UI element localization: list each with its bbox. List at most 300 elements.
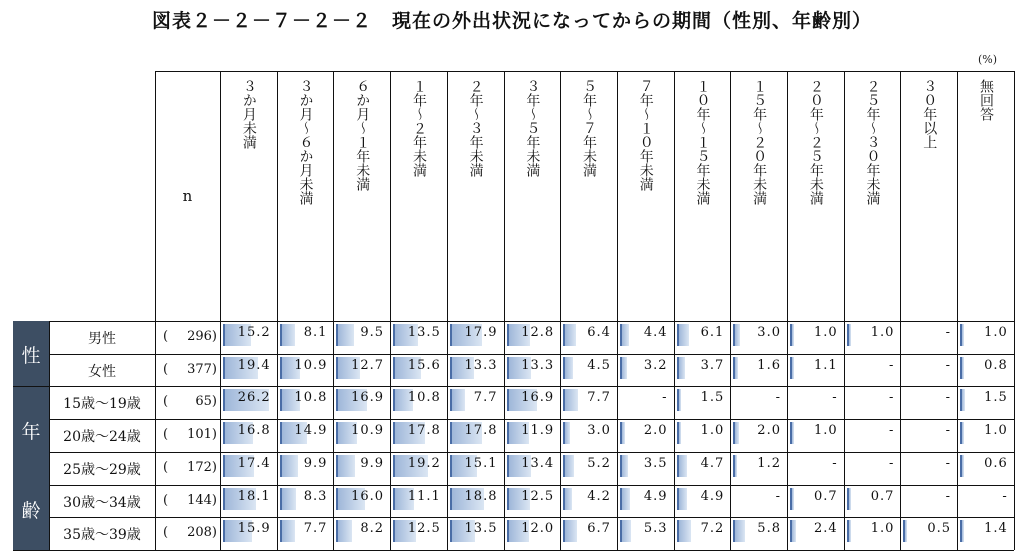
value-bar (620, 357, 627, 379)
value-bar (960, 422, 964, 444)
grid-line (49, 550, 1014, 551)
table-cell (561, 321, 617, 354)
cell-value: 7.7 (473, 390, 498, 406)
column-header (787, 71, 844, 321)
n-open-paren: ( (163, 329, 169, 344)
table-cell (788, 419, 844, 452)
value-bar (960, 389, 965, 411)
group-char: 年 (21, 421, 41, 444)
column-header-label: ３年～５年未満 (524, 79, 541, 177)
table-cell (845, 485, 901, 518)
value-bar (620, 488, 630, 510)
cell-value: 3.2 (643, 357, 668, 373)
value-bar (677, 389, 682, 411)
column-header-label: ３か月～６か月未満 (297, 79, 314, 205)
cell-value: 5.2 (587, 455, 611, 471)
table-cell (334, 354, 390, 387)
cell-value: - (775, 390, 781, 406)
table-cell (675, 419, 731, 452)
column-header (220, 71, 277, 321)
table-cell (845, 321, 901, 354)
cell-value: 10.8 (407, 390, 441, 406)
value-bar (336, 324, 354, 346)
table-cell (788, 386, 844, 419)
cell-value: 7.2 (700, 521, 725, 537)
group-char: 齢 (21, 499, 41, 522)
n-header: n (182, 187, 193, 205)
column-header-label: ２５年～３０年未満 (864, 79, 881, 205)
cell-value: 7.7 (303, 521, 328, 537)
cell-value: 13.3 (521, 357, 555, 373)
value-bar (280, 324, 296, 346)
table-cell (618, 419, 674, 452)
table-cell (788, 517, 844, 550)
table-cell (731, 354, 787, 387)
cell-value: 13.3 (464, 357, 498, 373)
value-bar (733, 422, 738, 444)
value-bar (280, 455, 299, 477)
table-cell (958, 321, 1014, 354)
table-cell (448, 419, 504, 452)
cell-value: 2.0 (757, 423, 781, 439)
table-cell (278, 354, 334, 387)
cell-value: 11.1 (407, 488, 441, 504)
table-cell (505, 452, 561, 485)
table-cell (675, 452, 731, 485)
table-cell (731, 485, 787, 518)
cell-value: - (832, 455, 838, 471)
value-bar (960, 520, 964, 542)
cell-value: 10.9 (351, 423, 385, 439)
row-label: 女性 (88, 363, 116, 380)
column-header (957, 71, 1014, 321)
table-cell (391, 419, 447, 452)
cell-value: 6.1 (700, 325, 725, 340)
row-n-value: 144) (187, 492, 217, 508)
column-header (617, 71, 674, 321)
table-cell (901, 485, 957, 518)
cell-value: - (888, 357, 895, 373)
cell-value: - (945, 325, 952, 340)
value-bar (790, 324, 794, 346)
table-cell (731, 321, 787, 354)
cell-value: 3.0 (587, 423, 611, 439)
n-open-paren: ( (163, 492, 169, 508)
table-cell (845, 354, 901, 387)
column-header-label: １年～２年未満 (410, 79, 427, 177)
cell-value: 4.9 (643, 488, 668, 504)
row-label: 25歳～29歳 (63, 461, 141, 478)
table-cell (788, 485, 844, 518)
table-cell (675, 386, 731, 419)
n-open-paren: ( (163, 427, 169, 443)
cell-value: 5.3 (643, 521, 668, 537)
row-label: 35歳～39歳 (63, 527, 141, 544)
table-cell (958, 517, 1014, 550)
n-open-paren: ( (163, 459, 169, 475)
value-bar (563, 520, 576, 542)
cell-value: 10.8 (294, 390, 328, 406)
column-header-label: ３０年以上 (921, 79, 938, 149)
cell-value: 4.9 (700, 488, 725, 504)
cell-value: 0.5 (927, 521, 952, 537)
cell-value: 3.0 (757, 325, 781, 340)
cell-value: 13.5 (464, 521, 498, 537)
table-cell (278, 321, 334, 354)
column-header (560, 71, 617, 321)
table-cell (221, 485, 277, 518)
grid-line (155, 71, 1014, 72)
table-cell (334, 386, 390, 419)
table-cell (901, 321, 957, 354)
cell-value: - (888, 423, 895, 439)
table-cell (391, 517, 447, 550)
cell-value: 12.0 (521, 521, 555, 537)
value-bar (903, 520, 907, 542)
cell-value: 3.5 (643, 455, 668, 471)
value-bar (790, 422, 794, 444)
value-bar (677, 324, 689, 346)
table-cell (675, 321, 731, 354)
table-cell (391, 354, 447, 387)
column-header-label: ５年～７年未満 (581, 79, 598, 177)
cell-value: 16.9 (521, 390, 555, 406)
table-cell (505, 321, 561, 354)
cell-value: 5.8 (757, 521, 781, 537)
cell-value: 9.5 (360, 325, 385, 340)
cell-value: 1.5 (700, 390, 725, 406)
table-cell (561, 452, 617, 485)
table-cell (618, 386, 674, 419)
page-title: 図表２－２－７－２－２ 現在の外出状況になってからの期間（性別、年齢別） (151, 10, 872, 32)
cell-value: 0.7 (870, 488, 895, 504)
value-bar (847, 520, 851, 542)
table-cell (958, 386, 1014, 419)
value-bar (280, 488, 296, 510)
table-cell (845, 517, 901, 550)
cell-value: 19.4 (237, 357, 271, 373)
cell-value: 15.6 (407, 357, 441, 373)
table-cell (958, 485, 1014, 518)
value-bar (563, 389, 578, 411)
value-bar (677, 520, 691, 542)
table-cell (561, 517, 617, 550)
table-cell (561, 386, 617, 419)
cell-value: 15.9 (237, 521, 271, 537)
table-cell (561, 485, 617, 518)
table-cell (958, 354, 1014, 387)
group-label-gender (13, 321, 49, 386)
value-bar (847, 324, 851, 346)
table-cell (845, 386, 901, 419)
cell-value: 1.6 (757, 357, 781, 373)
cell-value: 12.8 (521, 325, 555, 340)
cell-value: 13.4 (521, 455, 555, 471)
table-cell (334, 321, 390, 354)
value-bar (280, 520, 295, 542)
cell-value: 1.0 (984, 325, 1008, 340)
cell-value: 8.1 (303, 325, 328, 340)
unit-label: (%) (978, 53, 998, 66)
cell-value: 17.8 (464, 423, 498, 439)
value-bar (450, 389, 465, 411)
cell-value: 6.7 (587, 521, 611, 537)
group-label-age (13, 387, 49, 550)
cell-value: 0.7 (814, 488, 838, 504)
table-cell (845, 452, 901, 485)
value-bar (563, 324, 576, 346)
table-cell (675, 485, 731, 518)
column-header (730, 71, 787, 321)
cell-value: 4.7 (700, 455, 725, 471)
row-n-value: 101) (187, 427, 217, 443)
column-header-label: 無回答 (977, 79, 994, 121)
cell-value: 8.2 (360, 521, 385, 537)
column-header (333, 71, 390, 321)
table-cell (505, 517, 561, 550)
cell-value: 2.4 (814, 521, 838, 537)
group-char: 性 (21, 344, 41, 367)
table-cell (618, 517, 674, 550)
column-header (504, 71, 561, 321)
value-bar (336, 520, 352, 542)
value-bar (847, 488, 851, 510)
value-bar (563, 488, 572, 510)
cell-value: 1.1 (814, 357, 838, 373)
table-cell (391, 452, 447, 485)
value-bar (620, 455, 628, 477)
row-n-value: 65) (195, 394, 217, 410)
table-cell (901, 354, 957, 387)
table-cell (278, 485, 334, 518)
cell-value: - (945, 488, 952, 504)
cell-value: 8.3 (303, 488, 328, 504)
column-header-label: ３か月未満 (240, 79, 257, 149)
table-cell (334, 452, 390, 485)
table-cell (391, 485, 447, 518)
table-cell (845, 419, 901, 452)
cell-value: 1.0 (870, 521, 895, 537)
value-bar (733, 324, 740, 346)
value-bar (733, 520, 745, 542)
table-cell (448, 386, 504, 419)
table-cell (958, 419, 1014, 452)
table-cell (788, 354, 844, 387)
row-n-value: 296) (187, 329, 217, 344)
column-header-label: ２年～３年未満 (467, 79, 484, 177)
cell-value: 4.2 (587, 488, 611, 504)
n-open-paren: ( (163, 361, 169, 377)
table-cell (334, 485, 390, 518)
cell-value: 18.8 (464, 488, 498, 504)
row-n-value: 377) (187, 361, 217, 377)
table-cell (561, 354, 617, 387)
cell-value: 1.5 (984, 390, 1008, 406)
table-cell (788, 321, 844, 354)
table-cell (731, 419, 787, 452)
value-bar (620, 324, 629, 346)
table-cell (618, 452, 674, 485)
cell-value: - (888, 455, 895, 471)
column-header-label: １５年～２０年未満 (751, 79, 768, 205)
table-cell (334, 517, 390, 550)
table-cell (618, 485, 674, 518)
value-bar (563, 422, 570, 444)
table-cell (901, 452, 957, 485)
n-open-paren: ( (163, 394, 169, 410)
table-cell (448, 354, 504, 387)
value-bar (677, 488, 687, 510)
value-bar (960, 324, 964, 346)
value-bar (790, 488, 794, 510)
table-cell (505, 485, 561, 518)
value-bar (677, 422, 681, 444)
column-header (674, 71, 731, 321)
cell-value: 0.6 (984, 455, 1008, 471)
value-bar (563, 455, 574, 477)
cell-value: 17.4 (237, 455, 271, 471)
cell-value: 19.2 (407, 455, 441, 471)
table-cell (221, 452, 277, 485)
table-cell (505, 354, 561, 387)
table-cell (334, 419, 390, 452)
value-bar (790, 357, 794, 379)
cell-value: 7.7 (587, 390, 611, 406)
table-cell (731, 452, 787, 485)
column-header (277, 71, 334, 321)
cell-value: 11.9 (521, 423, 555, 439)
cell-value: - (888, 390, 895, 406)
cell-value: 1.0 (870, 325, 895, 340)
cell-value: 16.9 (351, 390, 385, 406)
cell-value: 14.9 (294, 423, 328, 439)
cell-value: 1.0 (814, 325, 838, 340)
grid-line (155, 71, 156, 550)
cell-value: 0.8 (984, 357, 1008, 373)
cell-value: - (945, 390, 952, 406)
cell-value: 12.5 (407, 521, 441, 537)
cell-value: 3.7 (700, 357, 725, 373)
grid-line (1014, 71, 1015, 550)
column-header (844, 71, 901, 321)
cell-value: 15.2 (237, 325, 271, 340)
table-cell (278, 452, 334, 485)
value-bar (677, 357, 685, 379)
cell-value: 9.9 (360, 455, 385, 471)
row-label: 30歳～34歳 (63, 494, 141, 511)
value-bar (960, 455, 964, 477)
table-cell (618, 354, 674, 387)
cell-value: 12.5 (521, 488, 555, 504)
column-header-label: ７年～１０年未満 (637, 79, 654, 191)
row-label: 男性 (88, 331, 116, 347)
column-header-label: ６か月～１年未満 (354, 79, 371, 191)
row-n-value: 208) (187, 525, 217, 541)
value-bar (790, 520, 796, 542)
table-cell (221, 354, 277, 387)
table-cell (958, 452, 1014, 485)
cell-value: - (945, 423, 952, 439)
table-cell (391, 321, 447, 354)
cell-value: 13.5 (407, 325, 441, 340)
table-cell (901, 517, 957, 550)
cell-value: - (832, 390, 838, 406)
column-header (900, 71, 957, 321)
table-cell (505, 386, 561, 419)
cell-value: - (945, 357, 952, 373)
column-header-label: ２０年～２５年未満 (807, 79, 824, 205)
table-cell (675, 517, 731, 550)
cell-value: 4.5 (587, 357, 611, 373)
table-cell (221, 419, 277, 452)
table-cell (278, 517, 334, 550)
cell-value: 18.1 (237, 488, 271, 504)
cell-value: 1.0 (814, 423, 838, 439)
value-bar (620, 422, 625, 444)
grid-line (13, 550, 49, 551)
cell-value: 10.9 (294, 357, 328, 373)
cell-value: 1.0 (984, 423, 1008, 439)
table-cell (901, 386, 957, 419)
table-cell (731, 517, 787, 550)
table-cell (788, 452, 844, 485)
row-label: 15歳～19歳 (63, 396, 141, 413)
table-cell (731, 386, 787, 419)
value-bar (336, 455, 355, 477)
row-label: 20歳～24歳 (63, 429, 141, 446)
cell-value: 17.9 (464, 325, 498, 340)
table-cell (221, 386, 277, 419)
table-cell (278, 386, 334, 419)
cell-value: 1.0 (700, 423, 725, 439)
table-cell (561, 419, 617, 452)
table-cell (448, 485, 504, 518)
table-cell (448, 321, 504, 354)
value-bar (620, 520, 631, 542)
cell-value: - (662, 390, 668, 406)
cell-value: 17.8 (407, 423, 441, 439)
cell-value: 16.0 (351, 488, 385, 504)
cell-value: - (1002, 488, 1008, 504)
table-cell (221, 321, 277, 354)
n-open-paren: ( (163, 525, 169, 541)
table-cell (221, 517, 277, 550)
row-n-value: 172) (187, 459, 217, 475)
value-bar (563, 357, 573, 379)
table-cell (505, 419, 561, 452)
cell-value: 16.8 (237, 423, 271, 439)
cell-value: 6.4 (587, 325, 611, 340)
value-bar (733, 455, 737, 477)
cell-value: 26.2 (237, 390, 271, 406)
column-header-label: １０年～１５年未満 (694, 79, 711, 205)
column-header (447, 71, 504, 321)
table-cell (448, 517, 504, 550)
value-bar (677, 455, 687, 477)
table-cell (448, 452, 504, 485)
table-cell (278, 419, 334, 452)
cell-value: - (945, 455, 952, 471)
table-cell (618, 321, 674, 354)
cell-value: 4.4 (643, 325, 668, 340)
cell-value: - (775, 488, 781, 504)
cell-value: 1.4 (984, 521, 1008, 537)
value-bar (733, 357, 738, 379)
table-cell (675, 354, 731, 387)
cell-value: 12.7 (351, 357, 385, 373)
cell-value: 15.1 (464, 455, 498, 471)
cell-value: 1.2 (757, 455, 781, 471)
